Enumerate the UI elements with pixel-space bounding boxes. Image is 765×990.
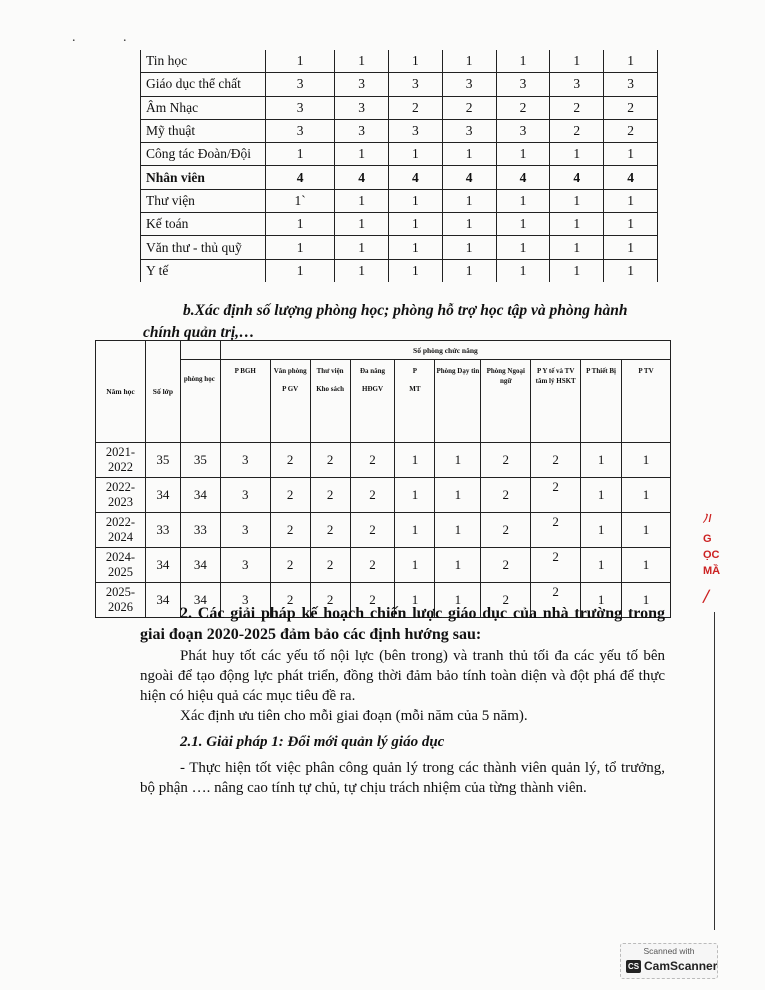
section-2-para1: Phát huy tốt các yếu tố nội lực (bên trong) và tranh thủ tối đa các yếu tố bên ngoài để tạo động lực phát triển, đồng thời đảm bảo tính toàn diện và đột phá để thực hiện có hiệu quả các mục tiêu đề ra. (140, 648, 665, 704)
function-room-cell (531, 443, 581, 478)
function-room-value: 2 (502, 557, 510, 572)
function-room-value: 1 (454, 487, 462, 502)
staff-row-label: Nhân viên (141, 166, 266, 189)
function-room-cell (270, 478, 310, 513)
function-room-cell (220, 513, 270, 548)
staff-cell: 3 (266, 73, 335, 96)
staff-cell: 1 (266, 236, 335, 259)
staff-row (141, 189, 658, 212)
class-count-cell: 33 (145, 513, 180, 548)
section-2-heading: 2. Các giải pháp kế hoạch chiến lược giáo dục của nhà trường trong giai đoạn 2020-2025 đảm bảo các định hướng sau: (140, 605, 665, 643)
staff-cell: 1 (335, 50, 389, 73)
staff-row-label: Văn thư - thủ quỹ (141, 236, 266, 259)
function-room-cell (350, 548, 395, 583)
staff-row (141, 259, 658, 282)
function-col-title: P TV (638, 367, 654, 375)
function-room-value: 3 (242, 592, 249, 607)
function-room-value: 1 (642, 522, 650, 537)
function-room-value: 1 (597, 452, 605, 467)
staff-cell: 1 (442, 189, 496, 212)
function-room-value: 1 (411, 592, 419, 607)
function-room-cell (622, 478, 671, 513)
function-room-value: 2 (286, 522, 294, 537)
function-room-cell (310, 548, 350, 583)
staff-cell: 1 (550, 189, 604, 212)
function-room-cell (531, 548, 581, 583)
function-room-value: 2 (552, 549, 559, 564)
function-col-header (531, 360, 581, 443)
school-year-end: 2026 (107, 600, 133, 614)
function-room-value: 1 (454, 452, 462, 467)
function-room-value: 1 (642, 557, 650, 572)
function-col-subtitle: MT (409, 385, 421, 393)
staff-cell: 3 (335, 119, 389, 142)
function-room-cell (350, 443, 395, 478)
col-classrooms-header: phòng học (180, 360, 220, 443)
function-room-cell (350, 478, 395, 513)
staff-cell: 1 (550, 213, 604, 236)
function-room-cell (270, 548, 310, 583)
function-room-value: 2 (369, 522, 376, 537)
staff-cell: 3 (442, 119, 496, 142)
function-room-cell (395, 443, 435, 478)
camscanner-watermark (620, 943, 718, 979)
staff-cell: 1 (604, 259, 658, 282)
staff-cell: 1 (496, 50, 550, 73)
function-room-cell (531, 513, 581, 548)
staff-cell: 1 (550, 236, 604, 259)
function-col-header (435, 360, 481, 443)
section-2-para2: Xác định ưu tiên cho mỗi giai đoạn (mỗi năm của 5 năm). (180, 708, 528, 724)
function-room-value: 2 (502, 452, 510, 467)
staff-cell: 1 (496, 143, 550, 166)
school-year-cell (96, 548, 146, 583)
school-year-cell (96, 583, 146, 618)
function-room-cell (481, 513, 531, 548)
function-room-value: 2 (286, 592, 294, 607)
school-year-cell (96, 478, 146, 513)
staff-row-label: Âm Nhạc (141, 96, 266, 119)
staff-cell: 1 (388, 50, 442, 73)
staff-cell: 1 (442, 259, 496, 282)
staff-row (141, 143, 658, 166)
function-room-cell (435, 548, 481, 583)
function-room-value: 2 (326, 452, 334, 467)
class-count-cell: 35 (145, 443, 180, 478)
function-room-cell (395, 548, 435, 583)
col-year-header: Năm học (96, 341, 146, 443)
staff-cell: 4 (335, 166, 389, 189)
watermark-name: CamScanner (644, 959, 718, 973)
function-room-value: 2 (552, 452, 559, 467)
staff-cell: 4 (496, 166, 550, 189)
staff-cell: 3 (496, 73, 550, 96)
staff-row-label: Giáo dục thể chất (141, 73, 266, 96)
function-room-value: 1 (411, 557, 419, 572)
function-room-value: 1 (642, 487, 650, 502)
staff-row (141, 119, 658, 142)
staff-row-label: Công tác Đoàn/Đội (141, 143, 266, 166)
staff-cell: 1 (604, 50, 658, 73)
classroom-count-cell: 34 (180, 548, 220, 583)
staff-cell: 3 (442, 73, 496, 96)
function-room-value: 2 (369, 557, 376, 572)
classroom-count-cell: 35 (180, 443, 220, 478)
function-room-cell (622, 548, 671, 583)
function-room-value: 2 (552, 479, 559, 494)
function-room-value: 2 (502, 487, 510, 502)
staff-cell: 1 (266, 50, 335, 73)
stamp-fragment-2: ỌC (703, 549, 720, 561)
section-b-line1: b.Xác định số lượng phòng học; phòng hỗ trợ học tập và phòng hành (183, 302, 628, 319)
function-room-value: 2 (369, 487, 376, 502)
function-room-cell (435, 443, 481, 478)
function-room-cell (350, 513, 395, 548)
function-room-cell (270, 513, 310, 548)
staff-cell: 1 (550, 259, 604, 282)
staff-cell: 1 (604, 189, 658, 212)
function-room-value: 3 (242, 487, 249, 502)
function-room-value: 3 (242, 522, 249, 537)
function-room-value: 1 (597, 487, 605, 502)
function-col-header (581, 360, 622, 443)
function-room-cell (435, 478, 481, 513)
staff-cell: 1 (388, 236, 442, 259)
function-room-value: 2 (286, 452, 294, 467)
function-col-title: P (412, 367, 418, 375)
class-count-cell: 34 (145, 478, 180, 513)
school-year-start: 2022- (105, 480, 136, 494)
function-room-cell (220, 478, 270, 513)
stamp-mark: ﾉ/ (703, 513, 712, 525)
function-room-value: 1 (411, 487, 419, 502)
function-room-value: 1 (597, 592, 605, 607)
function-room-value: 1 (411, 452, 419, 467)
staff-cell: 1 (388, 143, 442, 166)
staff-cell: 1 (335, 189, 389, 212)
class-count-cell: 34 (145, 548, 180, 583)
school-year-start: 2022- (105, 515, 136, 529)
staff-cell: 1 (388, 213, 442, 236)
function-room-cell (435, 513, 481, 548)
staff-cell: 1 (266, 259, 335, 282)
function-room-value: 2 (369, 592, 376, 607)
staff-cell: 1 (388, 259, 442, 282)
staff-cell: 1 (335, 213, 389, 236)
rooms-row (96, 443, 671, 478)
staff-cell: 1 (442, 213, 496, 236)
staff-cell: 1 (335, 259, 389, 282)
function-room-value: 2 (326, 592, 334, 607)
school-year-cell (96, 443, 146, 478)
function-col-title: Thư viện (316, 367, 344, 375)
function-room-cell (220, 548, 270, 583)
staff-row-label: Y tế (141, 259, 266, 282)
section-b-heading (143, 300, 663, 344)
staff-cell: 1 (388, 189, 442, 212)
staff-cell: 1 (496, 236, 550, 259)
function-col-subtitle: HĐGV (362, 385, 384, 393)
function-room-cell (581, 548, 622, 583)
function-room-cell (581, 478, 622, 513)
function-room-cell (531, 478, 581, 513)
staff-cell: 1 (496, 189, 550, 212)
scan-dots: . . (72, 30, 149, 45)
function-room-value: 2 (326, 557, 334, 572)
function-room-cell (481, 478, 531, 513)
staff-cell: 4 (550, 166, 604, 189)
function-room-cell (310, 478, 350, 513)
function-room-value: 2 (552, 584, 559, 599)
function-col-subtitle: Kho sách (316, 385, 344, 393)
school-year-start: 2024- (105, 550, 136, 564)
function-col-header (481, 360, 531, 443)
staff-cell: 3 (496, 119, 550, 142)
staff-cell: 1 (335, 143, 389, 166)
function-rooms-header: Số phòng chức năng (220, 341, 670, 360)
function-room-cell (395, 513, 435, 548)
function-room-value: 2 (286, 487, 294, 502)
function-room-cell (481, 548, 531, 583)
function-col-header (270, 360, 310, 443)
staff-cell: 3 (604, 73, 658, 96)
stamp-fragment-3: MẦ (703, 565, 721, 577)
school-year-end: 2024 (107, 530, 133, 544)
staff-cell: 1 (442, 50, 496, 73)
school-year-start: 2025- (105, 585, 136, 599)
staff-cell: 2 (550, 119, 604, 142)
staff-cell: 3 (335, 73, 389, 96)
function-col-title: Phòng Dạy tin (436, 367, 480, 375)
rooms-table (95, 340, 671, 618)
section-b-line2: chính quản trị,… (143, 324, 255, 341)
solution-1-heading: 2.1. Giải pháp 1: Đổi mới quản lý giáo dục (180, 734, 445, 750)
staff-cell: 3 (266, 96, 335, 119)
staff-cell: 2 (604, 96, 658, 119)
staff-cell: 3 (388, 119, 442, 142)
function-room-value: 2 (552, 514, 559, 529)
staff-cell: 4 (604, 166, 658, 189)
staff-table (140, 50, 658, 282)
staff-cell: 4 (442, 166, 496, 189)
function-col-title: Đa năng (359, 367, 386, 375)
function-col-header (310, 360, 350, 443)
staff-cell: 1 (550, 50, 604, 73)
function-room-cell (622, 513, 671, 548)
function-col-header (622, 360, 671, 443)
staff-cell: 2 (604, 119, 658, 142)
function-room-value: 1 (454, 592, 462, 607)
staff-cell: 3 (388, 73, 442, 96)
staff-row (141, 50, 658, 73)
staff-row-label: Tin học (141, 50, 266, 73)
staff-cell: 1 (604, 143, 658, 166)
staff-cell: 1 (266, 143, 335, 166)
staff-cell: 2 (496, 96, 550, 119)
classroom-count-cell: 33 (180, 513, 220, 548)
function-room-value: 2 (502, 592, 510, 607)
function-col-subtitle: P GV (282, 385, 299, 393)
staff-row (141, 236, 658, 259)
function-room-value: 1 (411, 522, 419, 537)
staff-cell: 2 (550, 96, 604, 119)
staff-cell: 3 (335, 96, 389, 119)
staff-cell: 1 (442, 236, 496, 259)
classroom-count-cell: 34 (180, 583, 220, 618)
staff-cell: 1 (335, 236, 389, 259)
function-room-value: 2 (326, 487, 334, 502)
school-year-end: 2023 (107, 495, 133, 509)
school-year-start: 2021- (105, 445, 136, 459)
function-col-header (395, 360, 435, 443)
classroom-count-cell: 34 (180, 478, 220, 513)
function-col-title: P BGH (234, 367, 256, 375)
class-count-cell: 34 (145, 583, 180, 618)
function-room-value: 1 (642, 452, 650, 467)
staff-cell: 1` (266, 189, 335, 212)
staff-row-label: Mỹ thuật (141, 119, 266, 142)
camscanner-logo-icon: CS (627, 962, 640, 971)
function-room-value: 1 (454, 522, 462, 537)
function-room-cell (581, 443, 622, 478)
col-classes-header: Số lớp (145, 341, 180, 443)
function-room-value: 1 (597, 557, 605, 572)
school-year-end: 2022 (107, 460, 133, 474)
function-room-cell (270, 443, 310, 478)
function-col-title: P Thiết Bị (586, 367, 616, 375)
function-room-cell (581, 513, 622, 548)
function-room-value: 3 (242, 452, 249, 467)
staff-cell: 2 (388, 96, 442, 119)
staff-cell: 3 (550, 73, 604, 96)
function-room-value: 1 (642, 592, 650, 607)
function-room-value: 1 (597, 522, 605, 537)
staff-cell: 1 (550, 143, 604, 166)
stamp-mark-2: ╱ (703, 591, 710, 603)
staff-row (141, 166, 658, 189)
function-room-value: 2 (286, 557, 294, 572)
function-room-value: 2 (369, 452, 376, 467)
function-col-title: P Y tế và TV tâm lý HSKT (535, 367, 576, 385)
function-room-cell (481, 443, 531, 478)
staff-row-label: Kế toán (141, 213, 266, 236)
function-room-cell (310, 513, 350, 548)
scan-edge-line (714, 612, 715, 930)
function-col-header (350, 360, 395, 443)
stamp-fragment-1: G (703, 533, 712, 545)
staff-cell: 1 (442, 143, 496, 166)
staff-cell: 1 (604, 236, 658, 259)
function-room-cell (622, 443, 671, 478)
staff-cell: 4 (388, 166, 442, 189)
function-room-value: 1 (454, 557, 462, 572)
function-room-cell (220, 443, 270, 478)
function-col-header (220, 360, 270, 443)
staff-row-label: Thư viện (141, 189, 266, 212)
function-room-value: 2 (502, 522, 510, 537)
staff-row (141, 96, 658, 119)
staff-cell: 1 (266, 213, 335, 236)
function-col-title: Văn phòng (273, 367, 307, 375)
school-year-end: 2025 (107, 565, 133, 579)
staff-cell: 4 (266, 166, 335, 189)
function-room-cell (310, 443, 350, 478)
rooms-row (96, 548, 671, 583)
rooms-row (96, 478, 671, 513)
watermark-top-text: Scanned with (643, 946, 695, 956)
staff-row (141, 73, 658, 96)
function-room-value: 2 (326, 522, 334, 537)
function-col-title: Phòng Ngoại ngữ (486, 367, 525, 385)
staff-cell: 1 (496, 259, 550, 282)
staff-cell: 1 (604, 213, 658, 236)
function-room-cell (395, 478, 435, 513)
staff-cell: 3 (266, 119, 335, 142)
staff-cell: 1 (496, 213, 550, 236)
school-year-cell (96, 513, 146, 548)
function-room-value: 3 (242, 557, 249, 572)
section-2-para3: - Thực hiện tốt việc phân công quản lý trong các thành viên quản lý, tổ trưởng, bộ phận …. nâng cao tính tự chủ, tự chịu trách nhiệm của từng thành viên. (140, 760, 665, 796)
staff-row (141, 213, 658, 236)
staff-cell: 2 (442, 96, 496, 119)
rooms-row (96, 513, 671, 548)
